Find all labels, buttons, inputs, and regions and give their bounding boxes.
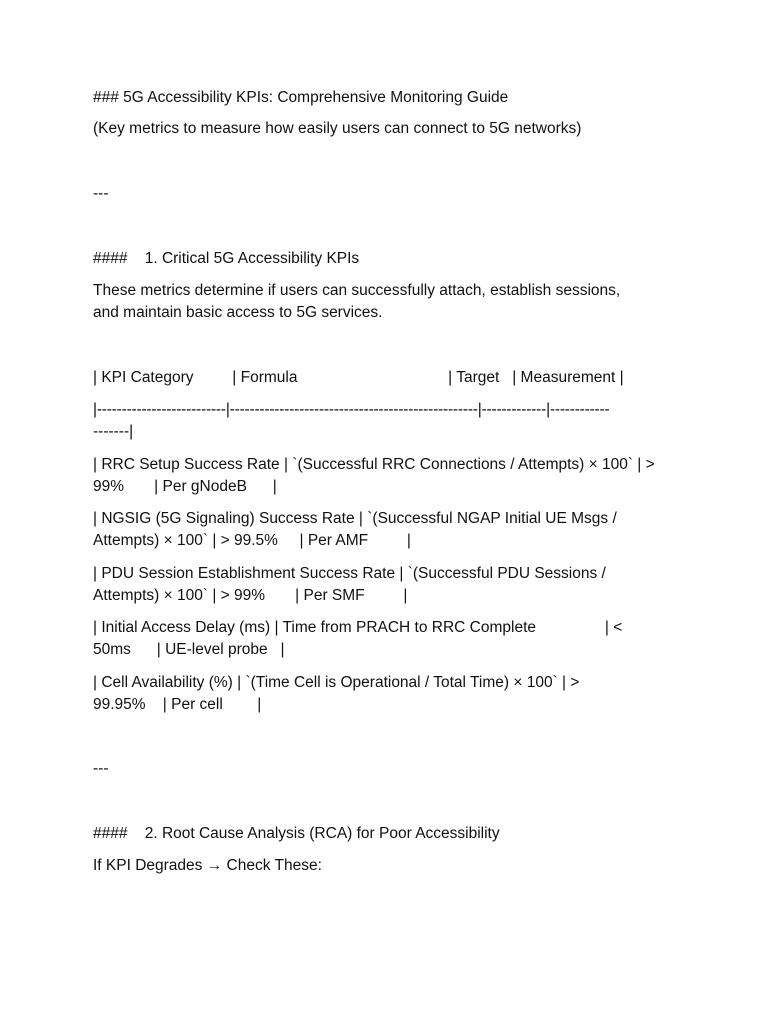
section-2-intro: If KPI Degrades → Check These: [93,857,322,874]
table-row-line: Attempts) × 100` | > 99.5% | Per AMF | [93,532,411,549]
section-1-heading: #### 1. Critical 5G Accessibility KPIs [93,250,360,267]
document-subtitle: (Key metrics to measure how easily users can connect to 5G networks) [93,120,582,137]
section-1-intro-line: and maintain basic access to 5G services. [93,304,383,321]
table-row-line: 99.95% | Per cell | [93,696,262,713]
table-row-line: | Cell Availability (%) | `(Time Cell is Operational / Total Time) × 100` | > [93,674,580,691]
divider: --- [93,185,109,202]
table-row-line: Attempts) × 100` | > 99% | Per SMF | [93,587,408,604]
document-heading: ### 5G Accessibility KPIs: Comprehensive Monitoring Guide [93,89,509,106]
section-2-heading: #### 2. Root Cause Analysis (RCA) for Poor Accessibility [93,825,500,842]
table-separator: |--------------------------|--------------------------------------------------|-------------|------------ [93,401,610,418]
table-row-line: | Initial Access Delay (ms) | Time from PRACH to RRC Complete | < [93,619,623,636]
table-row-line: | PDU Session Establishment Success Rate | `(Successful PDU Sessions / [93,565,606,582]
table-row-line: 50ms | UE-level probe | [93,641,285,658]
table-row-line: 99% | Per gNodeB | [93,478,277,495]
divider: --- [93,760,109,777]
section-1-intro-line: These metrics determine if users can successfully attach, establish sessions, [93,282,621,299]
table-separator: -------| [93,423,134,440]
table-row-line: | RRC Setup Success Rate | `(Successful RRC Connections / Attempts) × 100` | > [93,456,655,473]
table-row-line: | NGSIG (5G Signaling) Success Rate | `(Successful NGAP Initial UE Msgs / [93,510,617,527]
table-header: | KPI Category | Formula | Target | Measurement | [93,369,624,386]
